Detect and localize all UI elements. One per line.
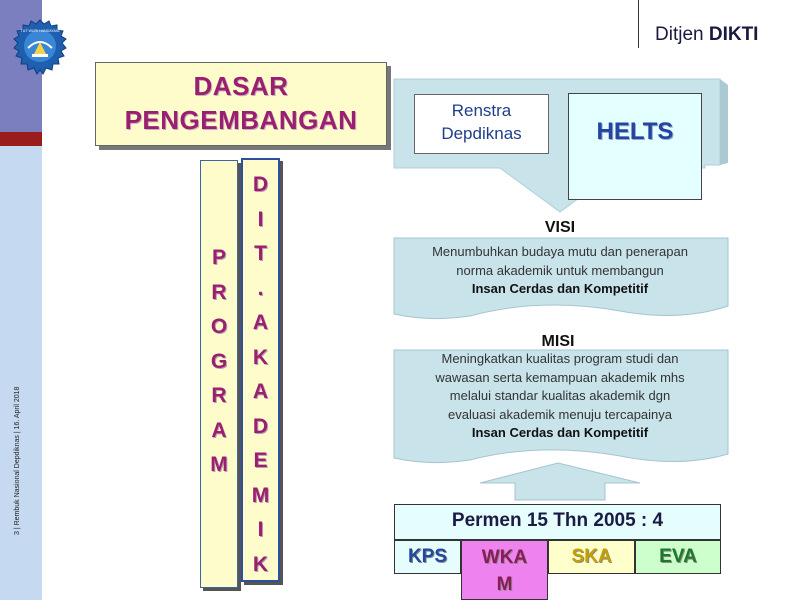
dit-letter: A xyxy=(252,311,269,334)
program-letter: R xyxy=(211,384,227,407)
dit-letter: . xyxy=(257,276,264,300)
dit-letter: D xyxy=(252,173,269,196)
misi-line: melalui standar kualitas akademik dgn xyxy=(449,388,671,403)
eva-cell xyxy=(635,540,721,574)
dit-letter: E xyxy=(253,449,268,472)
program-letter: M xyxy=(210,453,228,476)
dit-letter: K xyxy=(252,552,269,576)
kps-label: KPS xyxy=(407,546,448,567)
dit-letter: T xyxy=(254,242,267,265)
visi-bold-line: Insan Cerdas dan Kompetitif xyxy=(471,281,649,296)
visi-text xyxy=(398,243,722,299)
helts-label: HELTS xyxy=(596,118,674,145)
visi-line: norma akademik untuk membangun xyxy=(456,262,664,278)
wkam-label-line2: M xyxy=(496,574,513,595)
renstra-line2: Depdiknas xyxy=(441,124,522,143)
dit-letter: I xyxy=(257,518,264,541)
dit-letter: A xyxy=(252,380,269,403)
ska-cell xyxy=(548,540,635,574)
misi-line: wawasan serta kemampuan akademik mhs xyxy=(435,369,685,385)
permen-label: Permen 15 Thn 2005 : 4 xyxy=(451,510,664,531)
visi-line: Menumbuhkan budaya mutu dan penerapan xyxy=(432,244,688,259)
misi-line: evaluasi akademik menuju tercapainya xyxy=(447,406,672,422)
kps-cell xyxy=(394,540,461,574)
eva-label: EVA xyxy=(659,546,697,567)
logo-caption: TUT WURI HANDAYANI xyxy=(20,29,60,33)
dasar-line1: DASAR xyxy=(193,71,289,101)
program-letter: P xyxy=(211,246,226,269)
misi-bold-line: Insan Cerdas dan Kompetitif xyxy=(471,425,649,440)
dit-letter: I xyxy=(257,207,264,231)
brand-prefix: Ditjen xyxy=(655,24,704,45)
misi-title: MISI xyxy=(541,333,575,350)
program-letter: G xyxy=(210,349,228,373)
dit-letter: K xyxy=(252,345,269,369)
dit-letter: M xyxy=(251,483,270,507)
footer-vertical-text: 3 | Rembuk Nasional Depdiknas | 16. April 2018 xyxy=(14,386,21,535)
dasar-line2: PENGEMBANGAN xyxy=(124,105,358,135)
up-arrow-shape xyxy=(480,463,640,500)
program-letter: A xyxy=(211,418,227,442)
ska-label: SKA xyxy=(571,546,612,567)
misi-line: Meningkatkan kualitas program studi dan xyxy=(441,351,679,366)
program-letter: R xyxy=(211,280,227,304)
brand-name: DIKTI xyxy=(708,24,759,45)
misi-text xyxy=(398,350,722,443)
dit-letter: D xyxy=(252,414,269,438)
helts-box xyxy=(568,93,702,200)
renstra-line1: Renstra xyxy=(451,101,512,120)
visi-title: VISI xyxy=(544,219,576,236)
wkam-cell xyxy=(461,540,548,600)
permen-box xyxy=(394,504,721,540)
wkam-label-line1: WKA xyxy=(481,547,528,568)
program-letter: O xyxy=(210,315,228,338)
renstra-depdiknas-box xyxy=(414,94,549,154)
